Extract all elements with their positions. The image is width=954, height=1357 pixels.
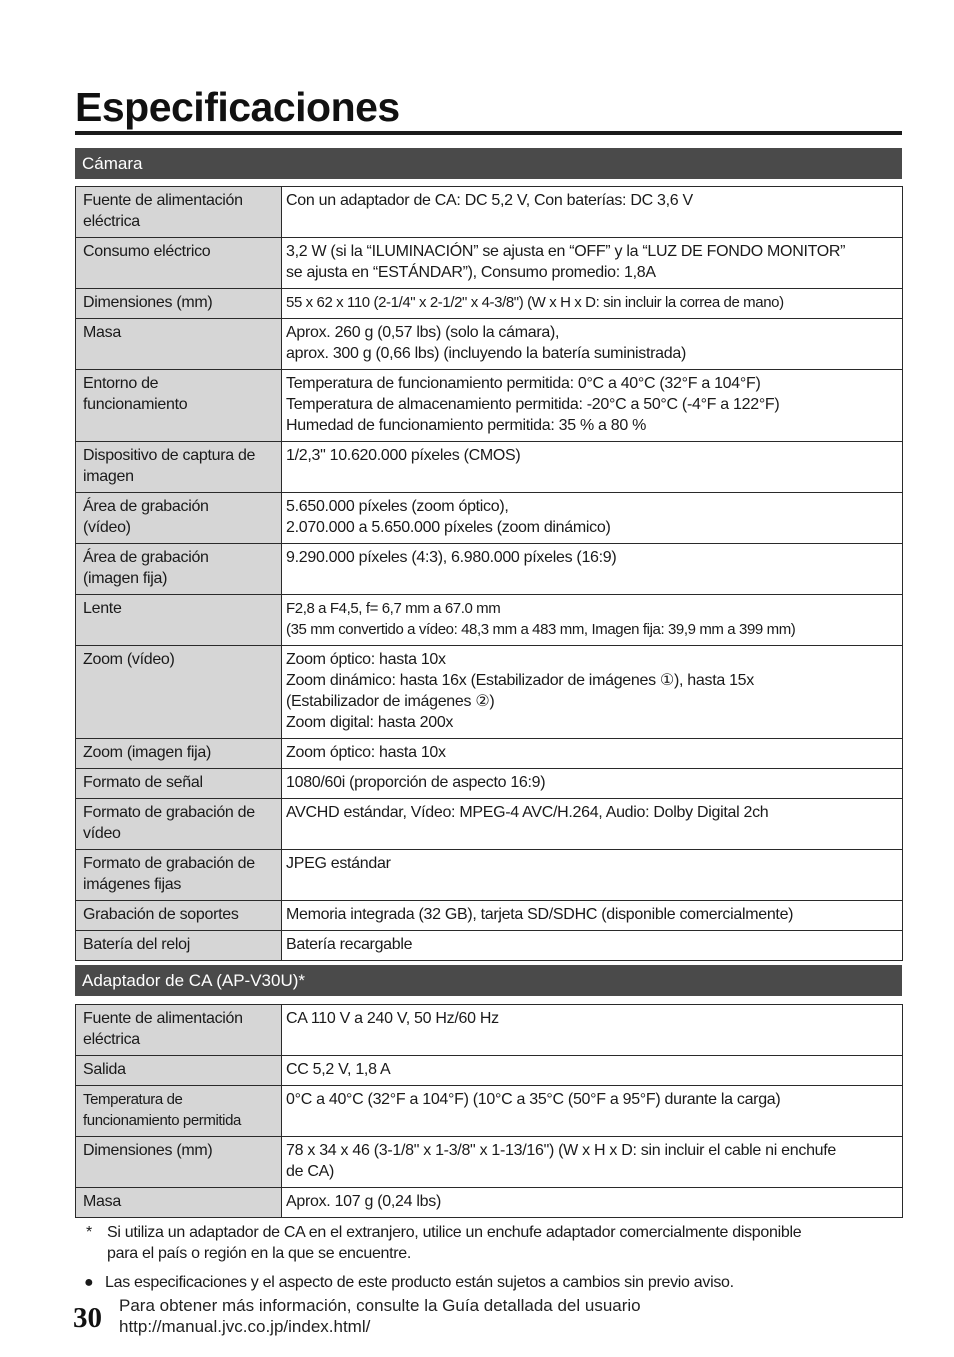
spec-label: Formato de grabación de vídeo <box>76 799 282 850</box>
spec-value: F2,8 a F4,5, f= 6,7 mm a 67.0 mm (35 mm convertido a vídeo: 48,3 mm a 483 mm, Imagen fija: 39,9 mm a 399 mm) <box>282 595 903 646</box>
table-row <box>76 799 903 850</box>
title-rule <box>75 131 902 135</box>
spec-label: Lente <box>76 595 282 646</box>
spec-value: Temperatura de funcionamiento permitida: 0°C a 40°C (32°F a 104°F) Temperatura de almacenamiento permitida: -20°C a 50°C (-4°F a 122°F) Humedad de funcionamiento permitida: 35 % a 80 % <box>282 370 903 442</box>
footnote-text: Si utiliza un adaptador de CA en el extranjero, utilice un enchufe adaptador comercialmente disponible para el país o región en la que se encuentre. <box>107 1224 802 1262</box>
table-row <box>76 646 903 739</box>
table-row <box>76 442 903 493</box>
table-row <box>76 931 903 961</box>
spec-value: Zoom óptico: hasta 10x <box>282 739 903 769</box>
page-number: 30 <box>73 1302 102 1334</box>
table-row <box>76 1137 903 1188</box>
table-row <box>76 739 903 769</box>
spec-value: JPEG estándar <box>282 850 903 901</box>
spec-value: AVCHD estándar, Vídeo: MPEG-4 AVC/H.264, Audio: Dolby Digital 2ch <box>282 799 903 850</box>
table-row <box>76 238 903 289</box>
spec-value: Aprox. 107 g (0,24 lbs) <box>282 1188 903 1218</box>
spec-value: CA 110 V a 240 V, 50 Hz/60 Hz <box>282 1005 903 1056</box>
spec-label: Zoom (imagen fija) <box>76 739 282 769</box>
spec-label: Consumo eléctrico <box>76 238 282 289</box>
spec-label: Formato de grabación de imágenes fijas <box>76 850 282 901</box>
spec-value: Zoom óptico: hasta 10x Zoom dinámico: hasta 16x (Estabilizador de imágenes ①), hasta 15x (Estabilizador de imágenes ②) Zoom digital: hasta 200x <box>282 646 903 739</box>
table-row <box>76 769 903 799</box>
spec-label: Batería del reloj <box>76 931 282 961</box>
spec-value: 78 x 34 x 46 (3-1/8" x 1-3/8" x 1-13/16") (W x H x D: sin incluir el cable ni enchufe de CA) <box>282 1137 903 1188</box>
spec-value: 5.650.000 píxeles (zoom óptico), 2.070.000 a 5.650.000 píxeles (zoom dinámico) <box>282 493 903 544</box>
table-row <box>76 289 903 319</box>
spec-label: Masa <box>76 1188 282 1218</box>
spec-label: Temperatura de funcionamiento permitida <box>76 1086 282 1137</box>
spec-label: Grabación de soportes <box>76 901 282 931</box>
table-row <box>76 1056 903 1086</box>
bullet-note-text: Las especificaciones y el aspecto de este producto están sujetos a cambios sin previo aviso. <box>105 1274 734 1291</box>
table-row <box>76 493 903 544</box>
table-row <box>76 319 903 370</box>
spec-label: Salida <box>76 1056 282 1086</box>
spec-value: Memoria integrada (32 GB), tarjeta SD/SDHC (disponible comercialmente) <box>282 901 903 931</box>
spec-value: 1080/60i (proporción de aspecto 16:9) <box>282 769 903 799</box>
table-row <box>76 187 903 238</box>
table-row <box>76 370 903 442</box>
footnote-mark: * <box>86 1224 92 1241</box>
spec-label: Fuente de alimentación eléctrica <box>76 1005 282 1056</box>
spec-value: Con un adaptador de CA: DC 5,2 V, Con baterías: DC 3,6 V <box>282 187 903 238</box>
spec-value: Aprox. 260 g (0,57 lbs) (solo la cámara), aprox. 300 g (0,66 lbs) (incluyendo la batería suministrada) <box>282 319 903 370</box>
spec-label: Entorno de funcionamiento <box>76 370 282 442</box>
spec-label: Masa <box>76 319 282 370</box>
bullet-icon: ● <box>84 1274 94 1291</box>
spec-label: Área de grabación (imagen fija) <box>76 544 282 595</box>
footer-line: Para obtener más información, consulte la Guía detallada del usuario <box>119 1296 641 1315</box>
ac-adapter-spec-table <box>75 1004 903 1218</box>
spec-label: Formato de señal <box>76 769 282 799</box>
page-title: Especificaciones <box>75 84 400 130</box>
spec-label: Fuente de alimentación eléctrica <box>76 187 282 238</box>
table-row <box>76 850 903 901</box>
spec-value: 3,2 W (si la “ILUMINACIÓN” se ajusta en “OFF” y la “LUZ DE FONDO MONITOR” se ajusta en “ESTÁNDAR”), Consumo promedio: 1,8A <box>282 238 903 289</box>
camera-spec-table <box>75 186 903 961</box>
table-row <box>76 901 903 931</box>
spec-value: 1/2,3" 10.620.000 píxeles (CMOS) <box>282 442 903 493</box>
section-heading-ac-adapter: Adaptador de CA (AP-V30U)* <box>75 965 902 996</box>
table-row <box>76 595 903 646</box>
spec-label: Dispositivo de captura de imagen <box>76 442 282 493</box>
spec-label: Dimensiones (mm) <box>76 1137 282 1188</box>
spec-label: Área de grabación (vídeo) <box>76 493 282 544</box>
section-heading-camera: Cámara <box>75 148 902 179</box>
spec-value: 0°C a 40°C (32°F a 104°F) (10°C a 35°C (50°F a 95°F) durante la carga) <box>282 1086 903 1137</box>
footer <box>119 1295 641 1337</box>
table-row <box>76 544 903 595</box>
table-row <box>76 1188 903 1218</box>
table-row <box>76 1005 903 1056</box>
spec-value: Batería recargable <box>282 931 903 961</box>
footer-url: http://manual.jvc.co.jp/index.html/ <box>119 1317 371 1336</box>
spec-value: 9.290.000 píxeles (4:3), 6.980.000 píxeles (16:9) <box>282 544 903 595</box>
table-row <box>76 1086 903 1137</box>
spec-label: Zoom (vídeo) <box>76 646 282 739</box>
spec-value: CC 5,2 V, 1,8 A <box>282 1056 903 1086</box>
spec-value: 55 x 62 x 110 (2-1/4" x 2-1/2" x 4-3/8") (W x H x D: sin incluir la correa de mano) <box>282 289 903 319</box>
spec-label: Dimensiones (mm) <box>76 289 282 319</box>
